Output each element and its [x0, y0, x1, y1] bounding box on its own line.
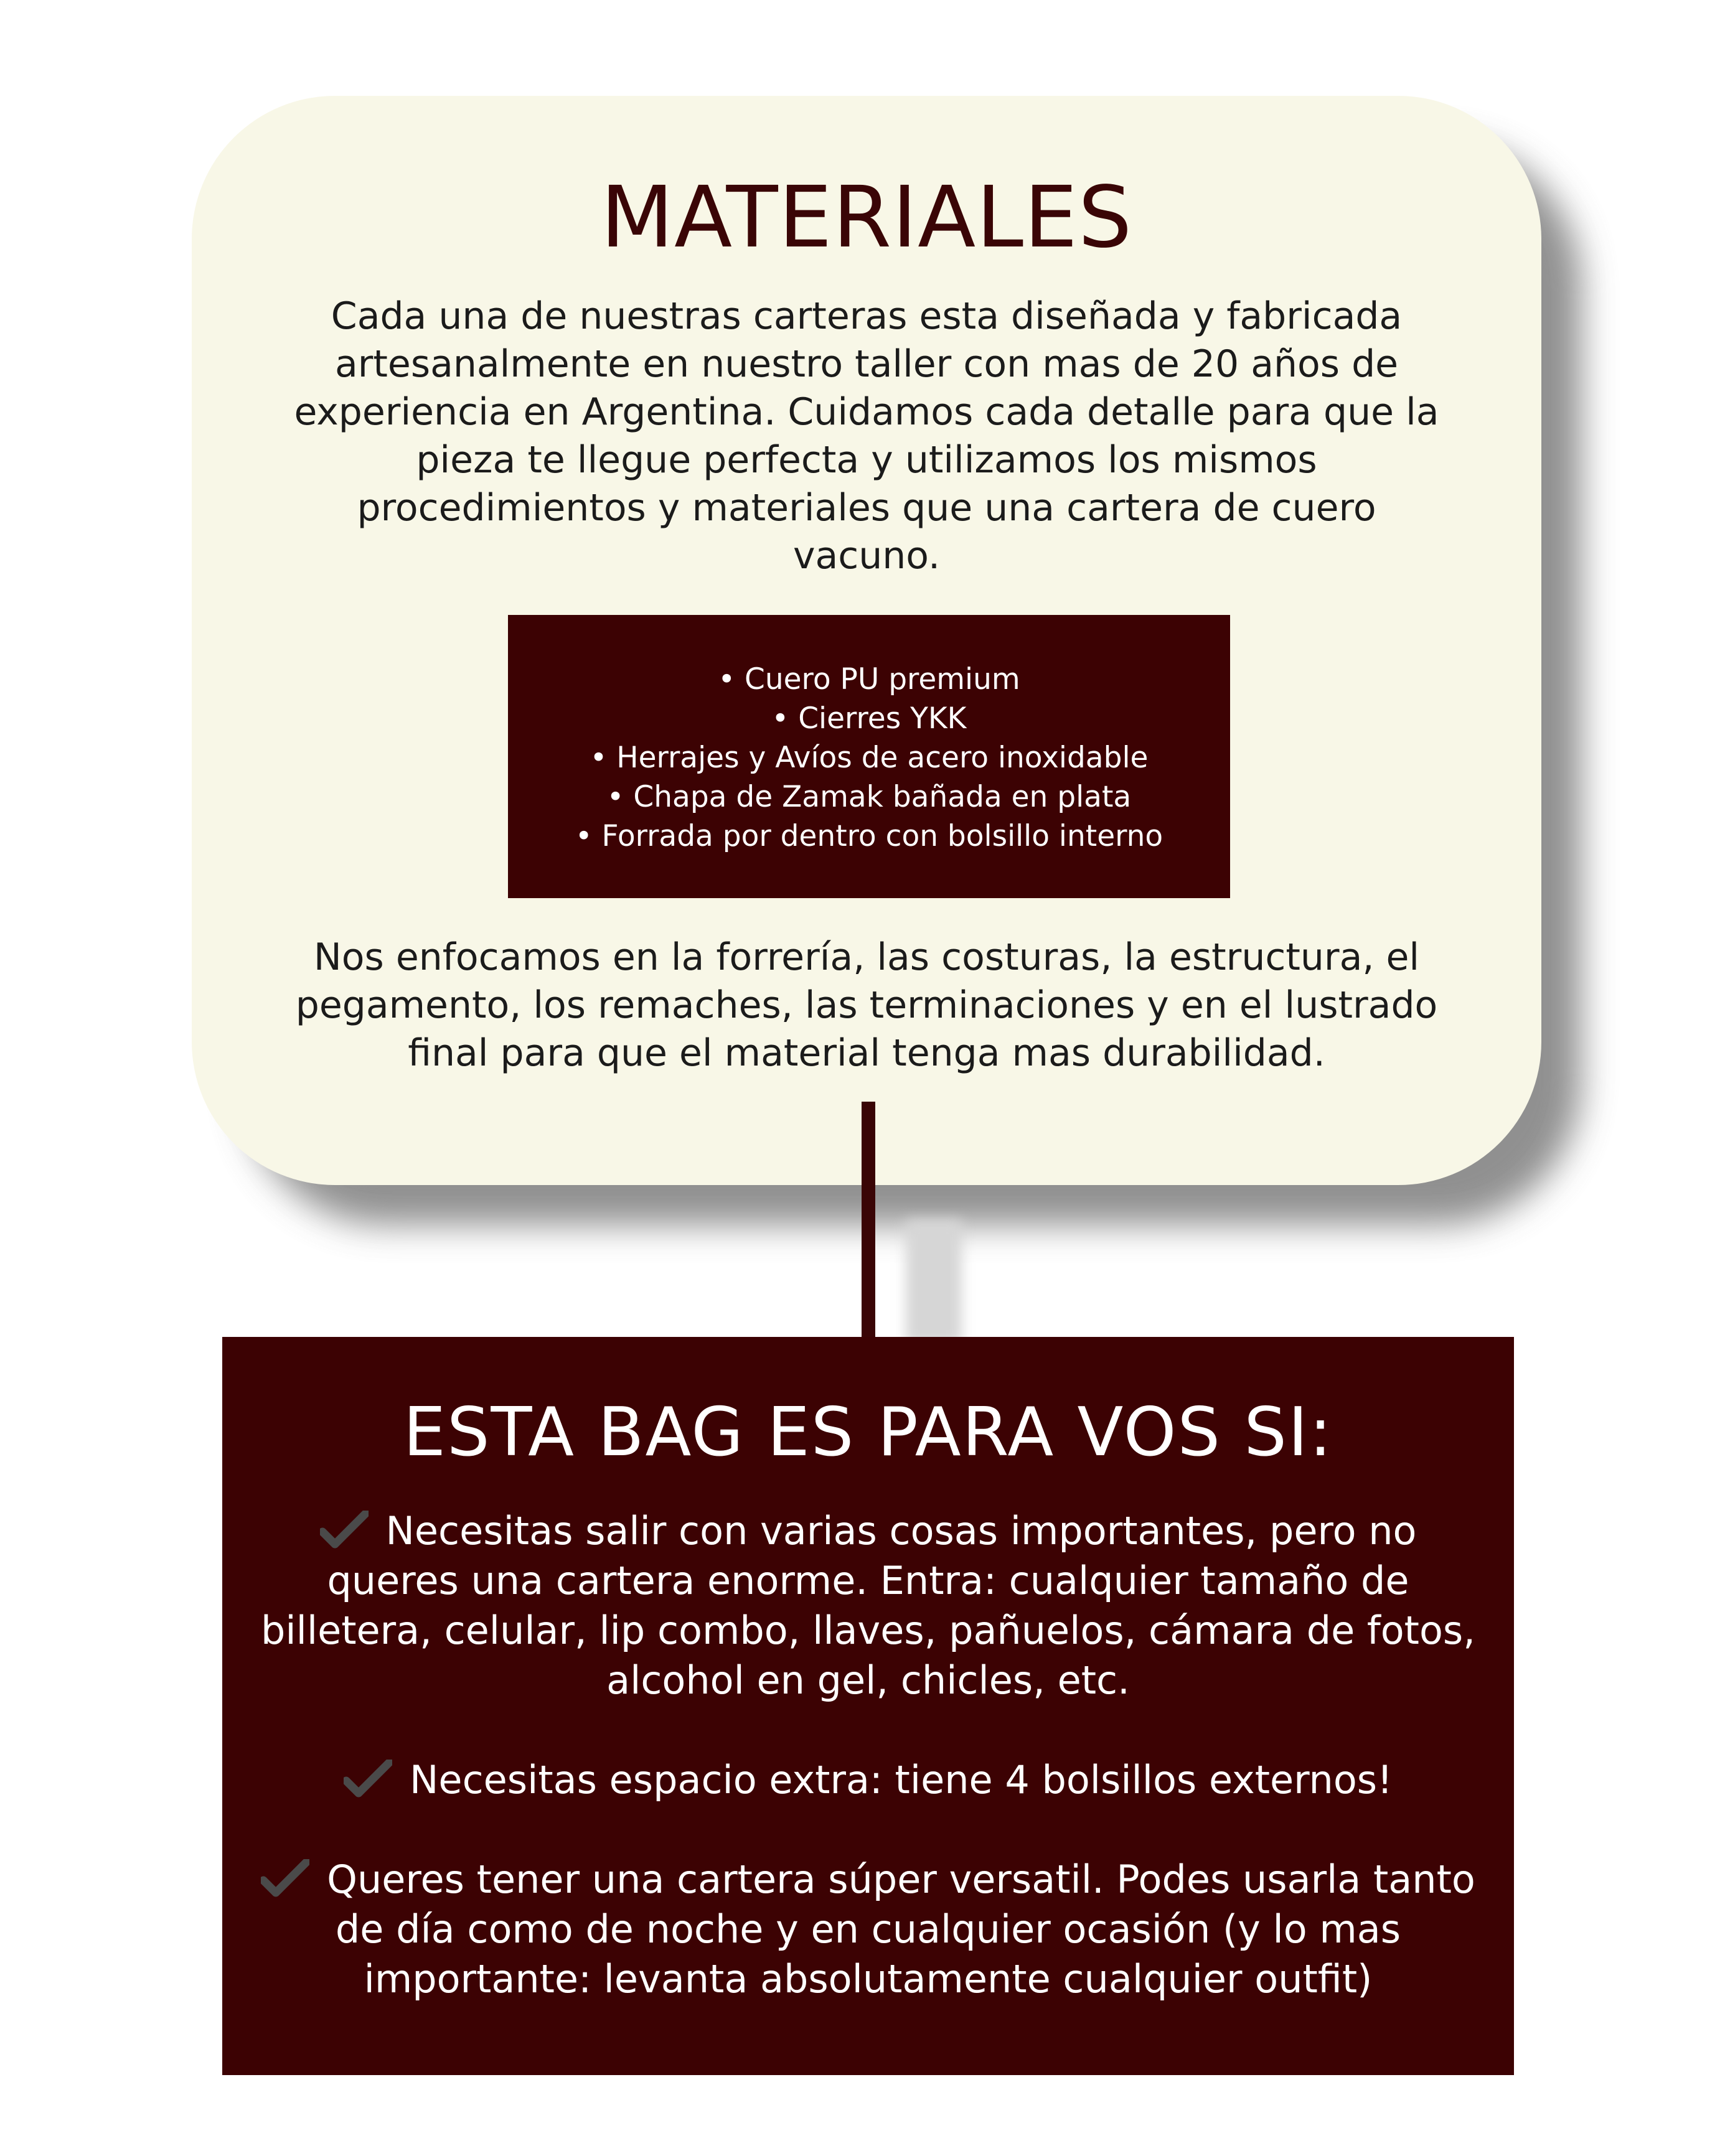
- bag-title: ESTA BAG ES PARA VOS SI:: [403, 1394, 1333, 1471]
- connector-line: [862, 1102, 875, 1338]
- bag-box: [222, 1337, 1514, 2075]
- feature-item: • Cierres YKK: [771, 701, 967, 736]
- reason-text: Queres tener una cartera súper versatil. Podes usarla tanto de día como de noche y en cualquier ocasión (y lo mas importante: levanta absolutamente cualquier outfit): [327, 1857, 1475, 2002]
- check-icon: [320, 1511, 369, 1549]
- reason-text: Necesitas salir con varias cosas importantes, pero no queres una cartera enorme. Entra: cualquier tamaño de billetera, celular, lip combo, llaves, pañuelos, cámara de fotos, alcohol en gel, chicles, etc.: [261, 1508, 1475, 1703]
- materials-outro-text: Nos enfocamos en la forrería, las costuras, la estructura, el pegamento, los remaches, las terminaciones y en el lustrado final para que el material tenga mas durabilidad.: [295, 935, 1438, 1075]
- feature-item: • Chapa de Zamak bañada en plata: [606, 780, 1132, 814]
- reason-text: Necesitas espacio extra: tiene 4 bolsillos externos!: [410, 1757, 1393, 1802]
- materials-features-box: [508, 615, 1230, 898]
- reason-item: [260, 1506, 1477, 1705]
- materials-title: MATERIALES: [600, 169, 1133, 267]
- reason-item: [260, 1755, 1477, 1805]
- materials-card: [192, 96, 1541, 1185]
- feature-item: • Forrada por dentro con bolsillo interno: [575, 819, 1163, 853]
- features-list: [508, 660, 1230, 856]
- check-icon: [261, 1859, 309, 1898]
- materials-intro-text: Cada una de nuestras carteras esta diseñada y fabricada artesanalmente en nuestro taller con mas de 20 años de experiencia en Argentina. Cuidamos cada detalle para que la pieza te llegue perfecta y utilizamos los mismos procedimientos y materiales que una cartera de cuero vacuno.: [294, 294, 1439, 578]
- feature-item: • Herrajes y Avíos de acero inoxidable: [590, 741, 1149, 775]
- feature-item: • Cuero PU premium: [718, 662, 1020, 696]
- connector-shadow: [906, 1220, 962, 1344]
- check-icon: [344, 1760, 392, 1798]
- reason-item: [260, 1855, 1477, 2004]
